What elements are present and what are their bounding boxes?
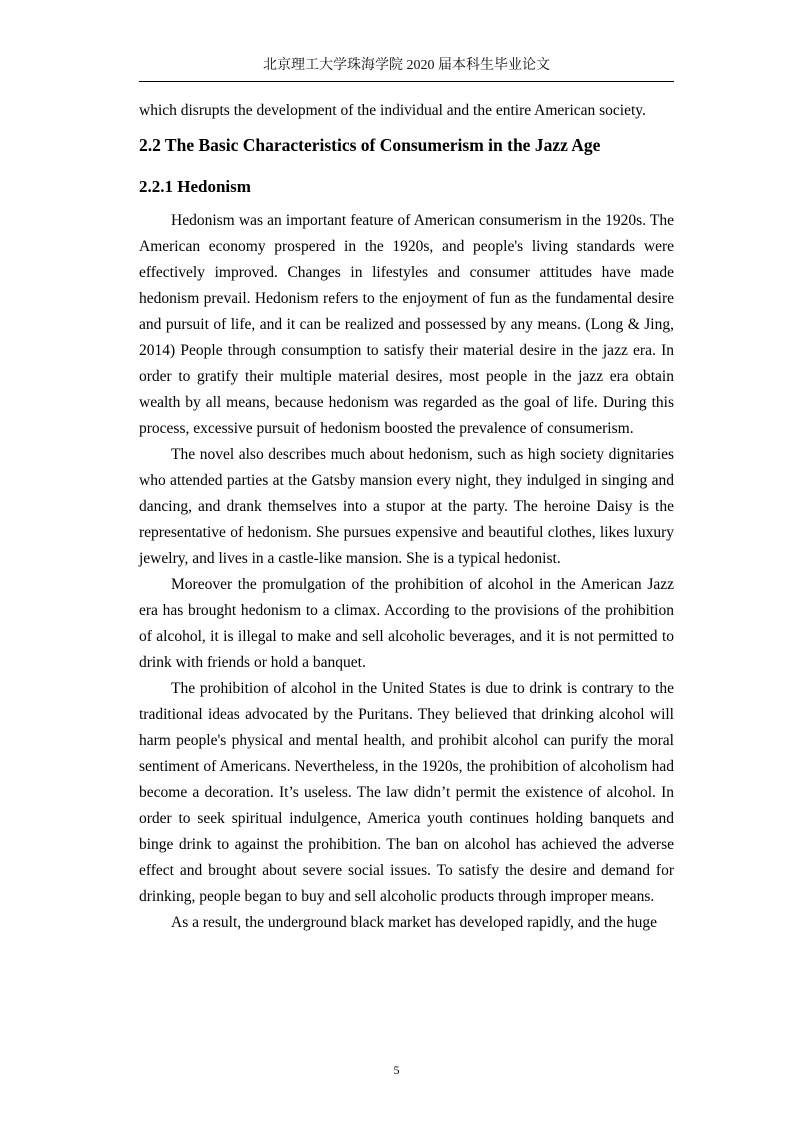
header-divider (139, 81, 674, 82)
running-header: 北京理工大学珠海学院 2020 届本科生毕业论文 (263, 58, 550, 73)
section-heading: 2.2 The Basic Characteristics of Consumerism in the Jazz Age (139, 135, 601, 155)
page-number: 5 (393, 1063, 400, 1077)
continuation-paragraph: which disrupts the development of the individual and the entire American society. (139, 102, 646, 119)
subsection-heading: 2.2.1 Hedonism (139, 177, 251, 196)
paragraph-1: Hedonism was an important feature of American consumerism in the 1920s. The American economy prospered in the 1920s, and people's living standards were effectively improved. Changes in lifestyles and consumer attitudes have made hedonism prevail. Hedonism refers to the enjoyment of fun as the fundamental desire and pursuit of life, and it can be realized and possessed by any means. (Long & Jing, 2014) People through consumption to satisfy their material desire in the jazz era. In order to gratify their multiple material desires, most people in the jazz era obtain wealth by all means, because hedonism was regarded as the goal of life. During this process, excessive pursuit of hedonism boosted the prevalence of consumerism. (139, 212, 674, 437)
paragraph-3: Moreover the promulgation of the prohibition of alcohol in the American Jazz era has brought hedonism to a climax. According to the provisions of the prohibition of alcohol, it is illegal to make and sell alcoholic beverages, and it is not permitted to drink with friends or hold a banquet. (139, 576, 674, 671)
paragraph-2: The novel also describes much about hedonism, such as high society dignitaries who attended parties at the Gatsby mansion every night, they indulged in singing and dancing, and drank themselves into a stupor at the party. The heroine Daisy is the representative of hedonism. She pursues expensive and beautiful clothes, likes luxury jewelry, and lives in a castle-like mansion. She is a typical hedonist. (139, 446, 674, 567)
paragraph-4: The prohibition of alcohol in the United States is due to drink is contrary to the traditional ideas advocated by the Puritans. They believed that drinking alcohol will harm people's physical and mental health, and prohibit alcohol can purify the moral sentiment of Americans. Nevertheless, in the 1920s, the prohibition of alcoholism had become a decoration. It’s useless. The law didn’t permit the existence of alcohol. In order to seek spiritual indulgence, America youth continues holding banquets and binge drink to against the prohibition. The ban on alcohol has achieved the adverse effect and brought about severe social issues. To satisfy the desire and demand for drinking, people began to buy and sell alcoholic products through improper means. (139, 680, 674, 905)
paragraph-5: As a result, the underground black market has developed rapidly, and the huge (171, 914, 657, 931)
page-body (139, 98, 674, 936)
